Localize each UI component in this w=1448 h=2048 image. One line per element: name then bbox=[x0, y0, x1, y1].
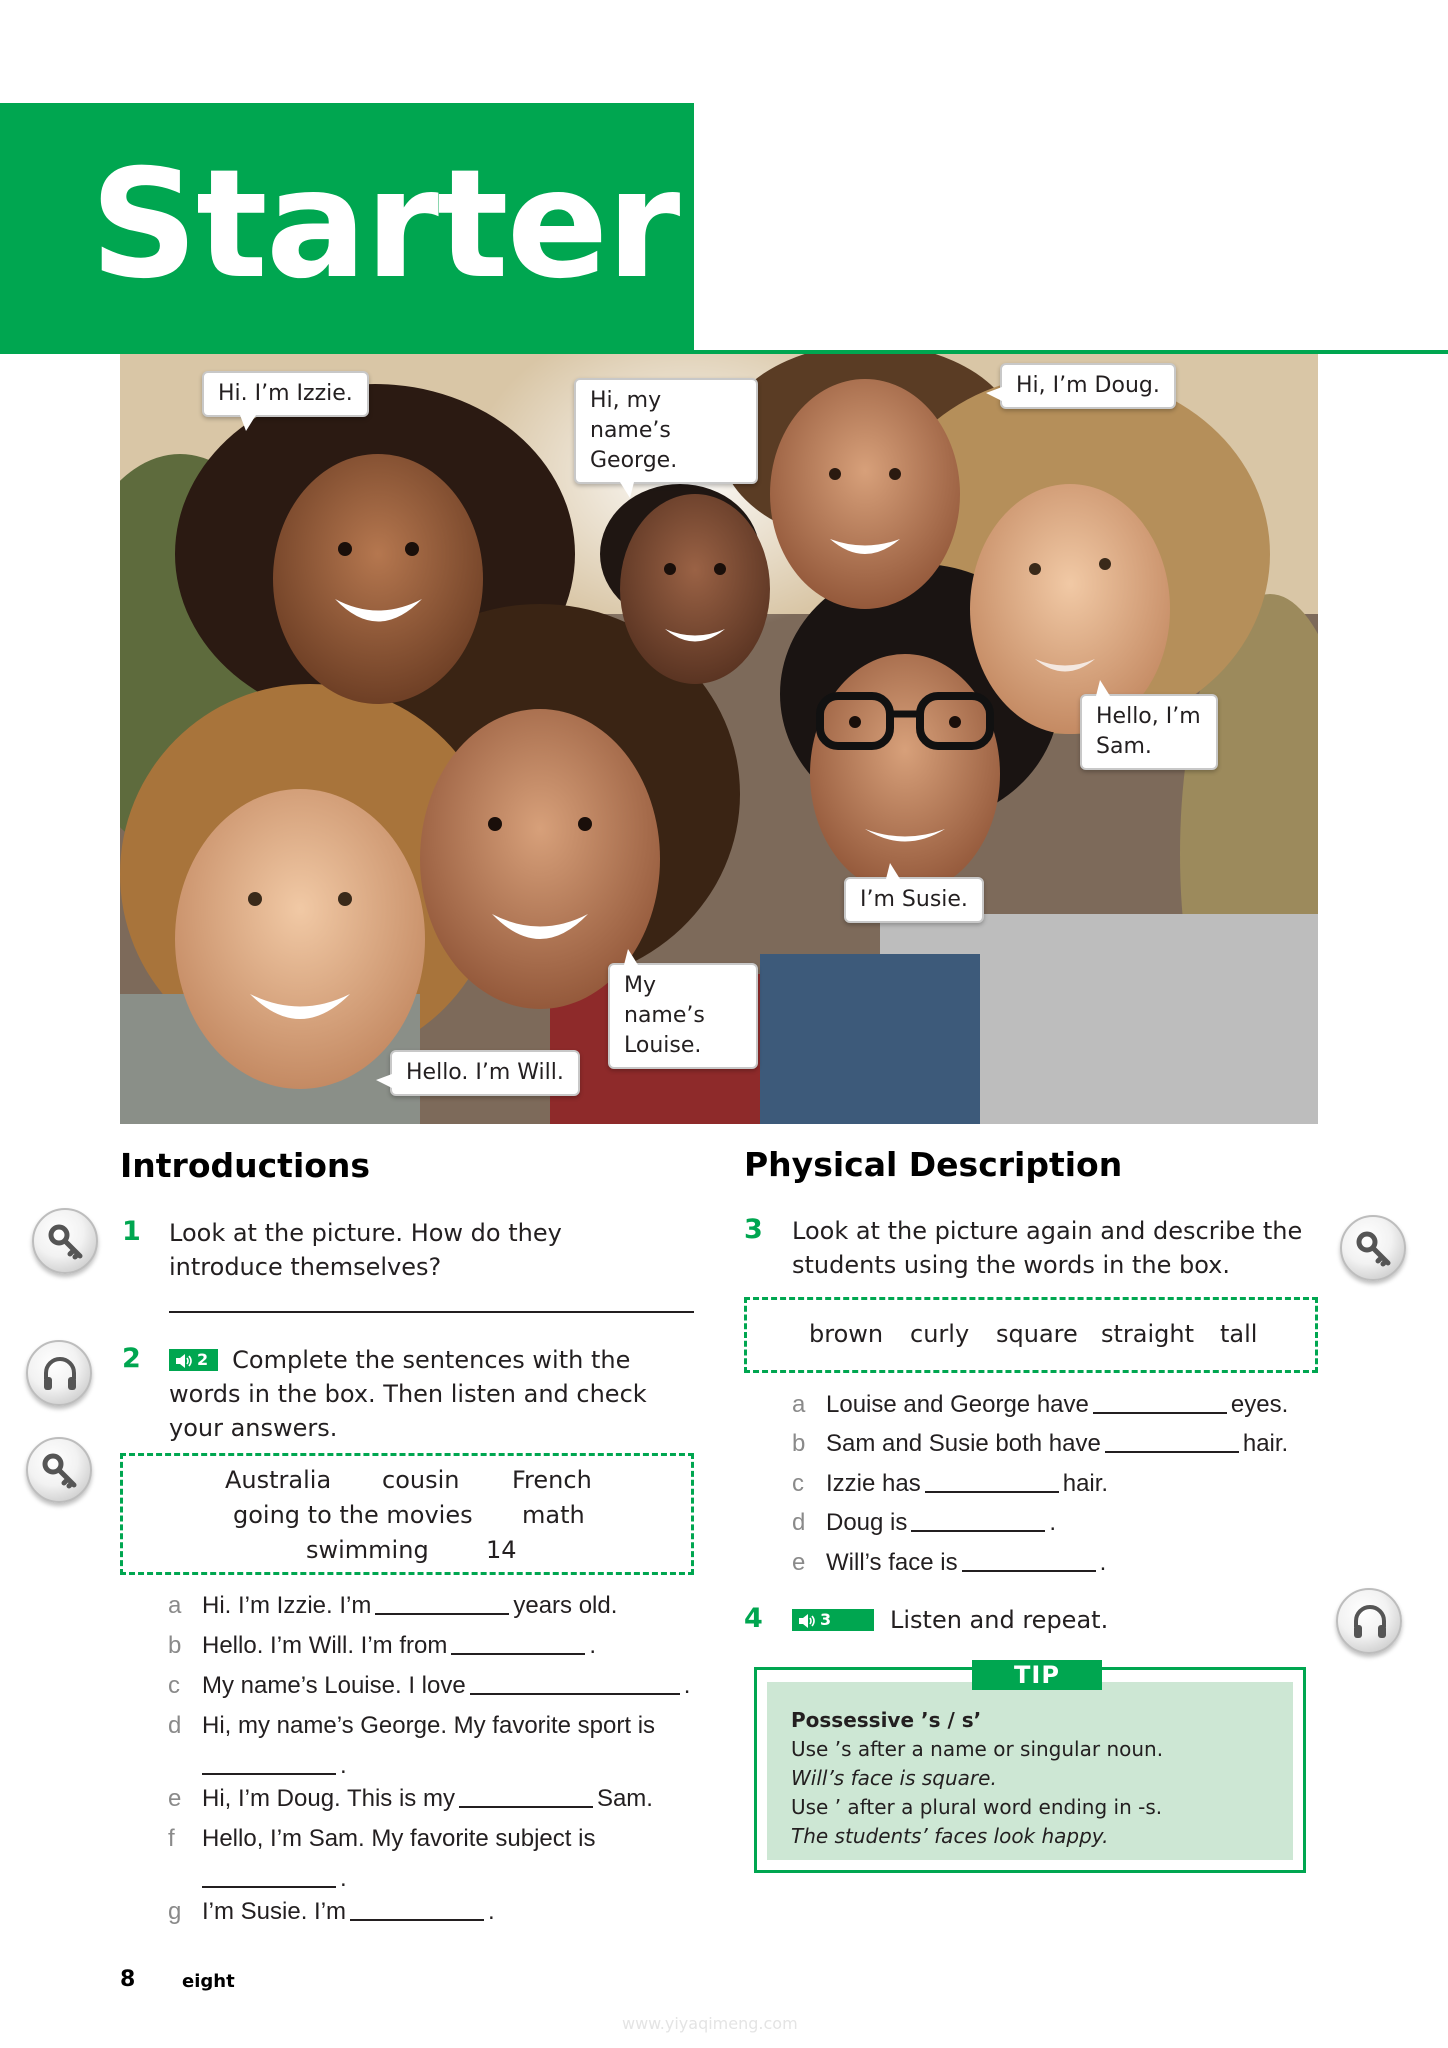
audio-track-badge[interactable] bbox=[169, 1349, 218, 1371]
exercise-3-word-box bbox=[744, 1297, 1318, 1373]
exercise-1-instructions bbox=[169, 1216, 562, 1284]
tip-box bbox=[754, 1661, 1306, 1873]
speech-bubble-sam-line1: Hello, I’m bbox=[1096, 704, 1201, 729]
exercise-4-instructions bbox=[792, 1603, 1108, 1637]
exercise-2-item-f-continued: . bbox=[202, 1864, 347, 1894]
speech-bubble-louise-line2: Louise. bbox=[624, 1033, 702, 1058]
exercise-3-item-d: d Doug is . bbox=[792, 1509, 1057, 1536]
exercise-3-number: 3 bbox=[744, 1214, 763, 1245]
exercise-2-word-box bbox=[120, 1453, 694, 1575]
exercise-3-instructions bbox=[792, 1214, 1302, 1282]
speech-bubble-george-line2: George. bbox=[590, 448, 678, 473]
speech-bubble-george bbox=[574, 378, 758, 484]
answer-blank[interactable] bbox=[925, 1473, 1059, 1493]
page-number-word: eight bbox=[182, 1971, 235, 1992]
page-number: 8 bbox=[120, 1967, 136, 1992]
word-box-item: cousin bbox=[382, 1466, 460, 1494]
exercise-2-item-a: a Hi. I’m Izzie. I’m years old. bbox=[168, 1592, 618, 1619]
answer-blank[interactable] bbox=[911, 1512, 1045, 1532]
speech-bubble-louise-line1: My name’s bbox=[624, 973, 705, 1028]
unit-title: Starter bbox=[90, 138, 679, 312]
exercise-1-number: 1 bbox=[122, 1216, 141, 1247]
word-box-item: swimming bbox=[306, 1536, 429, 1564]
key-icon[interactable] bbox=[26, 1437, 92, 1503]
tip-example-2: The students’ faces look happy. bbox=[791, 1824, 1109, 1848]
word-box-item: Australia bbox=[225, 1466, 332, 1494]
answer-blank[interactable] bbox=[962, 1552, 1096, 1572]
exercise-2-instructions bbox=[169, 1343, 709, 1445]
answer-blank[interactable] bbox=[350, 1901, 484, 1921]
answer-blank[interactable] bbox=[202, 1868, 336, 1888]
students-photo bbox=[120, 354, 1318, 1124]
speech-bubble-george-line1: Hi, my name’s bbox=[590, 388, 671, 443]
answer-blank[interactable] bbox=[459, 1788, 593, 1808]
headphones-icon[interactable] bbox=[1336, 1588, 1402, 1654]
exercise-4-number: 4 bbox=[744, 1603, 763, 1634]
exercise-3-item-a: a Louise and George have eyes. bbox=[792, 1391, 1289, 1418]
speaker-icon bbox=[175, 1354, 193, 1368]
physical-description-heading: Physical Description bbox=[744, 1145, 1123, 1184]
exercise-2-item-g: g I’m Susie. I’m . bbox=[168, 1898, 495, 1925]
exercise-2-line1-text: Complete the sentences with the bbox=[232, 1346, 631, 1374]
word-box-item: brown bbox=[809, 1320, 884, 1348]
exercise-2-item-c: c My name’s Louise. I love . bbox=[168, 1672, 691, 1699]
exercise-1-line1: Look at the picture. How do they bbox=[169, 1219, 562, 1247]
exercise-1-line2: introduce themselves? bbox=[169, 1253, 442, 1281]
tip-label: TIP bbox=[972, 1660, 1102, 1690]
headphones-icon[interactable] bbox=[26, 1340, 92, 1406]
answer-blank[interactable] bbox=[375, 1595, 509, 1615]
word-box-item: 14 bbox=[486, 1536, 517, 1564]
exercise-3-item-c: c Izzie has hair. bbox=[792, 1470, 1109, 1497]
speaker-icon bbox=[798, 1614, 816, 1628]
exercise-2-line1 bbox=[169, 1343, 709, 1377]
speech-bubble-sam-line2: Sam. bbox=[1096, 734, 1152, 759]
exercise-3-line1: Look at the picture again and describe the bbox=[792, 1217, 1303, 1245]
key-icon[interactable] bbox=[1340, 1215, 1406, 1281]
tip-rule-1: Use ’s after a name or singular noun. bbox=[791, 1737, 1164, 1761]
speech-bubble-will: Hello. I’m Will. bbox=[390, 1050, 580, 1096]
exercise-3-item-e: e Will’s face is . bbox=[792, 1549, 1107, 1576]
word-box-item: square bbox=[996, 1320, 1078, 1348]
speech-bubble-louise bbox=[608, 963, 758, 1069]
answer-blank[interactable] bbox=[1105, 1433, 1239, 1453]
introductions-heading: Introductions bbox=[120, 1146, 371, 1185]
exercise-2-line2: words in the box. Then listen and check bbox=[169, 1380, 647, 1408]
word-box-item: math bbox=[522, 1501, 585, 1529]
audio-track-number: 3 bbox=[820, 1610, 832, 1629]
speech-bubble-izzie: Hi. I’m Izzie. bbox=[202, 371, 369, 417]
exercise-3-item-b: b Sam and Susie both have hair. bbox=[792, 1430, 1289, 1457]
audio-track-badge[interactable] bbox=[792, 1609, 874, 1631]
exercise-3-line2: students using the words in the box. bbox=[792, 1251, 1231, 1279]
speech-bubble-doug: Hi, I’m Doug. bbox=[1000, 363, 1176, 409]
word-box-item: French bbox=[512, 1466, 592, 1494]
exercise-4-text: Listen and repeat. bbox=[890, 1606, 1109, 1634]
audio-track-number: 2 bbox=[197, 1350, 209, 1369]
exercise-2-item-d-continued: . bbox=[202, 1751, 347, 1781]
speech-bubble-susie: I’m Susie. bbox=[844, 877, 984, 923]
word-box-item: going to the movies bbox=[233, 1501, 473, 1529]
answer-blank[interactable] bbox=[1093, 1394, 1227, 1414]
watermark: www.yiyaqimeng.com bbox=[622, 2014, 798, 2033]
tip-example-1: Will’s face is square. bbox=[791, 1766, 997, 1790]
exercise-2-item-d: d Hi, my name’s George. My favorite sport is bbox=[168, 1712, 656, 1739]
answer-blank[interactable] bbox=[470, 1675, 680, 1695]
key-icon[interactable] bbox=[32, 1208, 98, 1274]
exercise-2-item-f: f Hello, I’m Sam. My favorite subject is bbox=[168, 1825, 596, 1852]
answer-blank[interactable] bbox=[451, 1635, 585, 1655]
word-box-item: straight bbox=[1101, 1320, 1195, 1348]
word-box-item: curly bbox=[910, 1320, 970, 1348]
tip-title: Possessive ’s / s’ bbox=[791, 1708, 982, 1732]
exercise-2-item-b: b Hello. I’m Will. I’m from . bbox=[168, 1632, 597, 1659]
answer-blank[interactable] bbox=[202, 1755, 336, 1775]
word-box-item: tall bbox=[1220, 1320, 1258, 1348]
speech-bubble-sam bbox=[1080, 694, 1218, 770]
exercise-1-answer-line[interactable] bbox=[169, 1311, 694, 1313]
exercise-2-number: 2 bbox=[122, 1343, 141, 1374]
exercise-2-item-e: e Hi, I’m Doug. This is my Sam. bbox=[168, 1785, 653, 1812]
exercise-2-line3: your answers. bbox=[169, 1414, 338, 1442]
tip-rule-2: Use ’ after a plural word ending in -s. bbox=[791, 1795, 1163, 1819]
